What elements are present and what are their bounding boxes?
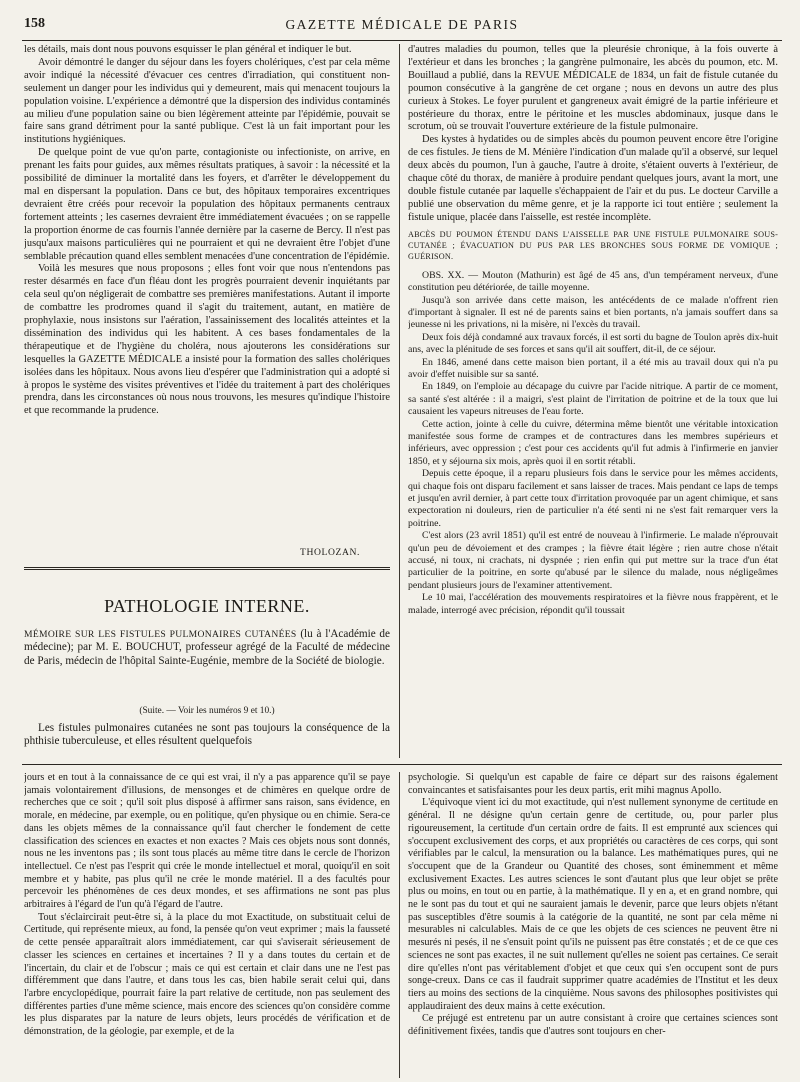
observation-heading: ABCÈS DU POUMON ÉTENDU DANS L'AISSELLE PAR UNE FISTULE PULMONAIRE SOUS-CUTANÉE ; ÉVACUATION DU PUS PAR LES BRONCHES SOUS FORME DE VOMIQUE ; GUÉRISON. — [408, 229, 778, 261]
column-lower-right — [408, 772, 778, 1078]
journal-title: GAZETTE MÉDICALE DE PARIS — [285, 17, 519, 32]
continuation-note: (Suite. — Voir les numéros 9 et 10.) — [139, 706, 275, 716]
article-intro — [24, 722, 390, 760]
paragraph: Jusqu'à son arrivée dans cette maison, les antécédents de ce malade n'offrent rien d'important à signaler. Il est né de parents sains et bien portants, n'a jamais souffert dans sa jeunesse ni les privations, ni la misère, ni l'excès du travail. — [408, 294, 778, 331]
paragraph: En 1846, amené dans cette maison bien portant, il a été mis au travail doux qui n'a pu avoir d'effet nuisible sur sa santé. — [408, 356, 778, 380]
column-upper-right — [408, 44, 778, 758]
memoir-title: MÉMOIRE SUR LES FISTULES PULMONAIRES CUTANÉES — [24, 629, 297, 640]
paragraph: les détails, mais dont nous pouvons esquisser le plan général et indiquer le but. — [24, 44, 352, 55]
page-header — [24, 16, 780, 36]
memoir-title-block — [24, 628, 390, 668]
paragraph: jours et en tout à la connaissance de ce qui est vrai, il n'y a pas apparence qu'il se paye jamais volontairement d'illusions, de mensonges et de chimères en quelque ordre de recherches que ce soit ; qu'il soit plus disposé à affirmer sans raison, sans évidence, en morale, en médecine, par exemple, ou en politique, qu'en physique ou en chimie. Sera-ce dans les objets mêmes de la connaissance qu'il faut chercher le fondement de cette classification des sciences en exactes et non exactes ? Mais ces objets nous sont donnés, nous ne les inventons pas ; ils sont tous placés au même titre dans le cercle de l'horizon intellectuel. Ce n'est pas l'esprit qui crée le monde intellectuel et moral, quoiqu'il en soit membre et y habite, pas plus qu'il ne crée le monde matériel. Il a des facultés pour percevoir les phénomènes de ces deux mondes, et ses affirmations ne sont pas plus arbitraires à l'égard de l'un qu'à l'égard de l'autre. — [24, 772, 390, 911]
paragraph: d'autres maladies du poumon, telles que la pleurésie chronique, à la fois ouverte à l'extérieur et dans les bronches ; la gangrène pulmonaire, les abcès du poumon, etc. M. Bouillaud a publié, dans la REVUE MÉDICALE de 1834, un fait de fistule cutanée du poumon consécutive à la gangrène de cet organe ; nous en devons un autre des plus curieux à Stokes. Le foyer purulent et gangreneux avait émigré de la partie inférieure et postérieure du thorax, entre le péritoine et les muscles abdominaux, jusque dans le scrotum, où se trouvait l'ouverture extérieure de la fistule pulmonaire. — [408, 44, 778, 133]
feuilleton-divider — [22, 764, 782, 765]
paragraph: C'est alors (23 avril 1851) qu'il est entré de nouveau à l'infirmerie. Le malade n'éprouvait qu'un peu de dévoiement et des crampes ; la fièvre était légère ; rien autre chose n'était accusé, ni toux, ni crachats, ni dyspnée ; rien enfin qui put mettre sur la trace d'un état particulier de la poitrine, en sorte qu'abusé par le silence du malade, nous négligeâmes pendant plusieurs jours de l'examiner attentivement. — [408, 530, 778, 591]
paragraph: Voilà les mesures que nous proposons ; elles font voir que nous n'entendons pas rester désarmés en face d'un fléau dont les progrès pourraient devenir inquiétants par cela seul qu'on négligerait de combattre ses premières manifestations. Autant il importe de combattre les prodromes quand il s'agit du traitement, autant, en matière de prophylaxie, nous insistons sur l'aération, l'assainissement des localités atteintes et la dissémination des individus qui les habitent. A ces bases fondamentales de la thérapeutique et de l'hygiène du choléra, nous ajouterons les considérations sur lesquelles la GAZETTE MÉDICALE a insisté pour la formation des salles cholériques isolées dans les hôpitaux. Nous avons lieu d'espérer que l'administration qui a adopté si à propos le système des visites préventives et l'idée du traitement à part des cholériques prendra, dans les circonstances où nous nous trouvons, les mesures qu'indique l'histoire et que recommande la prudence. — [24, 263, 390, 417]
column-upper-left — [24, 44, 390, 564]
column-divider — [399, 772, 400, 1078]
paragraph: Des kystes à hydatides ou de simples abcès du poumon peuvent encore être l'origine de ces fistules. Je tiens de M. Ménière l'indication d'un malade qu'il a observé, sur lequel deux abcès du poumon, l'un à gauche, l'autre à droite, s'étaient ouverts à l'extérieur, de chaque côté du thorax, de manière à produire pendant quelques jours, avant la mort, une double fistule cutanée par laquelle s'échappaient de l'air et du pus. Le docteur Carville a publié une observation du même genre, et je la rapporte ici tout entière ; seulement la fistule unique, placée dans l'aisselle, est restée incomplète. — [408, 134, 778, 223]
paragraph: Tout s'éclaircirait peut-être si, à la place du mot Exactitude, on substituait celui de Certitude, qui représente mieux, au fond, la pensée qu'on veut exprimer ; mais la fausseté de cette pensée apparaîtrait alors immédiatement, car qui s'aviserait sérieusement de classer les sciences en certaines et incertaines ? Il y a dans toutes du certain et de l'incertain, du clair et de l'obscur ; mais ce qui est certain et clair dans une ne l'est pas différemment que dans l'autre, et dans tous les cas, bien habile serait celui qui, dans l'arbre encyclopédique, pourrait faire la part relative de certitude, non pas seulement des différentes parties d'une même science, mais encore des sciences qu'on considère comme les plus disparates par la nature de leurs objets, leurs procédés de vérification et de démonstration, de la géologie, par exemple, et de la — [24, 911, 390, 1038]
paragraph: En 1849, on l'emploie au décapage du cuivre par l'acide nitrique. A partir de ce moment, sa santé s'est altérée : il a maigri, s'est plaint de l'irritation de poitrine et de la toux que lui causaient les vapeurs nitreuses de l'eau forte. — [408, 381, 778, 418]
section-heading: PATHOLOGIE INTERNE. — [104, 596, 310, 616]
paragraph: Ce préjugé est entretenu par un autre consistant à croire que certaines sciences sont définitivement fixées, tandis que d'autres sont toujours en cher- — [408, 1013, 778, 1038]
paragraph: De quelque point de vue qu'on parte, contagioniste ou infectioniste, on arrive, en prenant les faits pour guides, aux mêmes résultats pratiques, à savoir : la nécessité et la possibilité de diminuer la mortalité dans les foyers, et d'arrêter le développement du mal en dispersant la population. Dans ce but, des hôpitaux temporaires excentriques devraient être créés pour recevoir la population des hôpitaux permanents centraux fortement atteints ; les casernes devraient être immédiatement évacuées ; on se rappelle la proportion énorme de cas fournis l'année dernière par la caserne de Bercy. Il n'est pas jusqu'aux maisons particulières qui ne pourraient et qui ne devraient être l'objet d'une semblable précaution quand elles semblent menacées d'une concentration de l'épidémie. — [24, 147, 390, 262]
paragraph: psychologie. Si quelqu'un est capable de faire ce départ sur des raisons également convaincantes et satisfaisantes pour les deux partis, erit mihi magnus Apollo. — [408, 772, 778, 796]
paragraph: OBS. XX. — Mouton (Mathurin) est âgé de 45 ans, d'un tempérament nerveux, d'une constitution peu détériorée, de taille moyenne. — [408, 269, 778, 294]
column-divider — [399, 44, 400, 758]
page-number: 158 — [24, 16, 45, 31]
paragraph: Le 10 mai, l'accélération des mouvements respiratoires et la fièvre nous frappèrent, et le malade, interrogé avec précision, répondit qu'il toussait — [408, 592, 778, 616]
paragraph: Depuis cette époque, il a reparu plusieurs fois dans le service pour les mêmes accidents, qui chaque fois ont disparu facilement et sans laisser de traces. Mais pendant ce laps de temps et jusqu'en avril dernier, à part cette toux d'irritation provoquée par un agent chimique, et sans expectoration ni douleurs, rien de particulier n'a été senti ni ne s'est fait remarquer vers la poitrine. — [408, 468, 778, 529]
paragraph: Deux fois déjà condamné aux travaux forcés, il est sorti du bagne de Toulon après dix-huit ans, avec la plénitude de ses forces et sans qu'il ait souffert, dit-il, de ce séjour. — [408, 331, 778, 356]
memoir-author-line: (lu à l'Académie de médecine); par M. E. BOUCHUT, professeur agrégé de la Faculté de médecine de Paris, médecin de l'hôpital Sainte-Eugénie, membre de la Société de biologie. — [24, 628, 390, 667]
author-signature: THOLOZAN. — [300, 547, 361, 558]
column-lower-left — [24, 772, 390, 1078]
header-divider — [22, 40, 782, 41]
paragraph: Les fistules pulmonaires cutanées ne sont pas toujours la conséquence de la phthisie tuberculeuse, et elles résultent quelquefois — [24, 722, 390, 748]
paragraph: L'équivoque vient ici du mot exactitude, qui n'est nullement synonyme de certitude en général. Il ne désigne qu'un certain genre de certitude, ou, pour parler plus rigoureusement, la certitude d'un certain ordre de faits. Il est emprunté aux sciences qui s'occupent exclusivement des corps, et aux propriétés ou caractères de ces corps, qui sont vérifiables par le calcul, la mensuration ou la balance. Les mathématiques pures, qui ne s'occupent que de la Grandeur ou Quantité des choses, sont éminemment et même exclusivement Exactes. Les autres sciences le sont d'autant plus que leur objet se prête plus ou moins, en tout ou en partie, à la mathématique. Il y en a, et en grand nombre, qui ne le sont pas du tout et qui ne sauraient jamais le devenir, parce que leurs objets n'étant pas susceptibles d'être soumis à la catégorie de la quantité, ne sont par cela même ni mesurables ni calculables. Mais de ce que les objets de ces sciences ne peuvent être ni mesurés ni pesés, il ne s'ensuit point qu'ils ne puissent pas être constatés ; et de ce que ces sciences ne sont pas exactes, il ne suit nullement qu'elles ne soient pas certaines. Ce serait dire qu'elles n'ont pas véritablement d'objet et que ceux qui s'en occupent sont de purs songe-creux. Dans ce cas il faudrait supprimer quatre académies de l'Institut et les deux tiers au moins des sections de la cinquième. Nous savons des philosophes positivistes qui applaudiraient des deux mains à cette exécution. — [408, 797, 778, 1012]
paragraph: Avoir démontré le danger du séjour dans les foyers cholériques, c'est par cela même avoir indiqué la nécessité d'évacuer ces centres d'irradiation, qui constituent non-seulement un danger pour les individus qui y demeurent, mais qui menacent toujours la population voisine. L'expérience a démontré que la dispersion des individus contaminés au milieu d'une population saine ou bien légèrement atteinte par l'épidémie, pouvait se faire sans grand détriment pour la santé publique. C'est là un fait important pour les institutions hygiéniques. — [24, 56, 390, 146]
paragraph: Cette action, jointe à celle du cuivre, détermina même bientôt une véritable intoxication manifestée sous forme de crampes et de contractures dans les membres supérieurs et inférieurs, avec oppression ; c'est pour ces accidents qu'il fut admis à l'infirmerie en janvier 1850, et y séjourna six mois, après quoi il en sortit rétabli. — [408, 418, 778, 467]
section-divider — [24, 567, 390, 570]
